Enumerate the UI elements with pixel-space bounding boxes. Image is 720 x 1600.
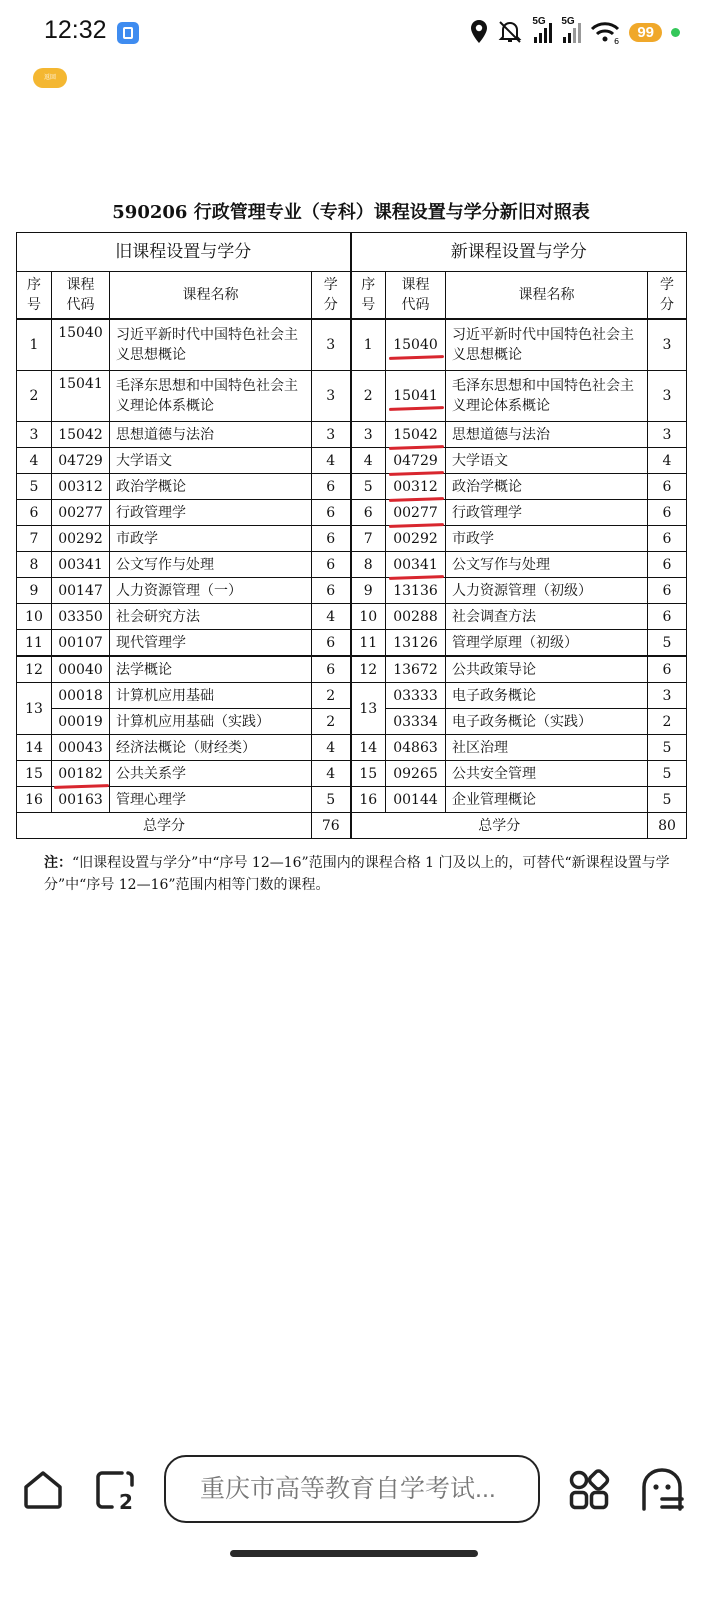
underlined-code: 00182 xyxy=(58,765,103,782)
table-cell: 00018 xyxy=(52,683,110,709)
table-cell: 00107 xyxy=(52,630,110,657)
table-cell: 5 xyxy=(648,735,687,761)
table-cell: 6 xyxy=(312,526,351,552)
table-cell: 14 xyxy=(17,735,52,761)
table-cell: 00292 xyxy=(386,526,446,552)
table-cell: 7 xyxy=(17,526,52,552)
table-cell: 电子政务概论 xyxy=(446,683,648,709)
table-cell: 3 xyxy=(648,683,687,709)
table-cell: 15 xyxy=(351,761,386,787)
table-cell: 6 xyxy=(351,500,386,526)
table-row xyxy=(17,371,687,422)
clock: 12:32 xyxy=(44,16,107,44)
wifi-6-label: 6 xyxy=(614,37,620,44)
table-cell: 16 xyxy=(351,787,386,813)
table-cell: 13 xyxy=(17,683,52,735)
back-button[interactable]: 返回 xyxy=(33,68,67,88)
apps-grid-icon[interactable] xyxy=(568,1469,610,1511)
table-cell: 习近平新时代中国特色社会主义思想概论 xyxy=(110,319,312,371)
table-row xyxy=(17,787,687,813)
table-cell: 15040 xyxy=(52,319,110,371)
table-cell: 00277 xyxy=(52,500,110,526)
table-cell: 6 xyxy=(648,500,687,526)
old-total-label: 总学分 xyxy=(17,813,312,839)
table-cell: 行政管理学 xyxy=(446,500,648,526)
table-cell: 3 xyxy=(648,422,687,448)
table-cell: 人力资源管理（初级） xyxy=(446,578,648,604)
table-cell: 12 xyxy=(17,656,52,683)
table-cell: 6 xyxy=(648,474,687,500)
underlined-code: 00312 xyxy=(393,478,438,495)
note-label: 注： xyxy=(44,855,72,871)
underlined-code: 15042 xyxy=(393,426,438,443)
table-note xyxy=(44,852,674,896)
table-cell: 00043 xyxy=(52,735,110,761)
table-cell: 1 xyxy=(351,319,386,371)
table-cell: 社会研究方法 xyxy=(110,604,312,630)
table-cell: 15042 xyxy=(52,422,110,448)
table-cell: 10 xyxy=(351,604,386,630)
document-title: 590206 行政管理专业（专科）课程设置与学分新旧对照表 xyxy=(112,202,590,223)
status-bar xyxy=(0,0,720,64)
tabs-icon[interactable] xyxy=(94,1469,136,1511)
table-row xyxy=(17,735,687,761)
table-cell xyxy=(386,371,446,422)
table-cell xyxy=(386,448,446,474)
table-cell: 6 xyxy=(17,500,52,526)
table-cell: 4 xyxy=(312,761,351,787)
table-cell: 12 xyxy=(351,656,386,683)
table-cell: 7 xyxy=(351,526,386,552)
table-cell: 企业管理概论 xyxy=(446,787,648,813)
table-cell: 00341 xyxy=(52,552,110,578)
table-cell: 6 xyxy=(648,578,687,604)
table-cell: 00147 xyxy=(52,578,110,604)
table-cell: 人力资源管理（一） xyxy=(110,578,312,604)
table-cell: 2 xyxy=(648,709,687,735)
table-cell: 3 xyxy=(648,319,687,371)
table-cell xyxy=(386,422,446,448)
table-cell: 行政管理学 xyxy=(110,500,312,526)
table-cell: 毛泽东思想和中国特色社会主义理论体系概论 xyxy=(110,371,312,422)
table-cell: 市政学 xyxy=(110,526,312,552)
table-row xyxy=(17,604,687,630)
table-cell: 8 xyxy=(351,552,386,578)
table-cell: 计算机应用基础（实践） xyxy=(110,709,312,735)
assistant-ghost-icon[interactable] xyxy=(640,1467,684,1513)
table-cell: 5 xyxy=(648,630,687,657)
table-cell: 9 xyxy=(17,578,52,604)
table-row xyxy=(17,578,687,604)
table-cell: 3 xyxy=(312,422,351,448)
table-cell: 思想道德与法治 xyxy=(110,422,312,448)
table-cell: 习近平新时代中国特色社会主义思想概论 xyxy=(446,319,648,371)
table-cell: 03334 xyxy=(386,709,446,735)
col-name-new: 课程名称 xyxy=(446,272,648,320)
table-cell: 13 xyxy=(351,683,386,735)
table-cell: 8 xyxy=(17,552,52,578)
col-credit-new: 学 分 xyxy=(648,272,687,320)
table-cell xyxy=(52,761,110,787)
table-cell xyxy=(386,500,446,526)
table-cell: 2 xyxy=(312,683,351,709)
col-code-old: 课程 代码 xyxy=(52,272,110,320)
table-cell: 6 xyxy=(312,552,351,578)
table-cell: 6 xyxy=(648,656,687,683)
col-credit-old: 学 分 xyxy=(312,272,351,320)
underlined-code: 15041 xyxy=(393,388,438,404)
table-cell: 社会调查方法 xyxy=(446,604,648,630)
table-row xyxy=(17,552,687,578)
table-cell: 6 xyxy=(312,500,351,526)
table-cell: 公共政策导论 xyxy=(446,656,648,683)
table-cell: 6 xyxy=(648,526,687,552)
table-cell: 13136 xyxy=(386,578,446,604)
col-seq-new: 序 号 xyxy=(351,272,386,320)
old-total-value: 76 xyxy=(312,813,351,839)
table-row xyxy=(17,630,687,657)
table-cell: 公文写作与处理 xyxy=(110,552,312,578)
table-cell: 04729 xyxy=(52,448,110,474)
mute-bell-icon xyxy=(497,20,523,44)
table-row xyxy=(17,683,687,709)
table-row xyxy=(17,761,687,787)
underlined-code: 00341 xyxy=(393,556,438,573)
table-cell: 6 xyxy=(648,552,687,578)
table-row xyxy=(17,319,687,371)
table-cell: 4 xyxy=(351,448,386,474)
table-cell: 4 xyxy=(312,735,351,761)
new-total-label: 总学分 xyxy=(351,813,648,839)
table-cell: 03350 xyxy=(52,604,110,630)
table-cell: 00312 xyxy=(52,474,110,500)
table-cell: 思想道德与法治 xyxy=(446,422,648,448)
col-name-old: 课程名称 xyxy=(110,272,312,320)
underlined-code: 00277 xyxy=(393,504,438,521)
table-cell: 法学概论 xyxy=(110,656,312,683)
table-cell: 6 xyxy=(648,604,687,630)
table-cell: 管理心理学 xyxy=(110,787,312,813)
underlined-code: 15040 xyxy=(393,337,438,353)
table-cell: 00288 xyxy=(386,604,446,630)
table-cell: 现代管理学 xyxy=(110,630,312,657)
network-type-2: 5G xyxy=(561,16,575,27)
table-row xyxy=(17,422,687,448)
table-cell: 3 xyxy=(17,422,52,448)
table-cell: 5 xyxy=(17,474,52,500)
table-cell: 14 xyxy=(351,735,386,761)
table-cell: 3 xyxy=(312,319,351,371)
table-cell: 经济法概论（财经类） xyxy=(110,735,312,761)
table-cell: 6 xyxy=(312,630,351,657)
table-cell: 11 xyxy=(351,630,386,657)
table-cell xyxy=(386,552,446,578)
total-row xyxy=(17,813,687,839)
col-seq-old: 序 号 xyxy=(17,272,52,320)
table-cell: 2 xyxy=(351,371,386,422)
course-comparison-table xyxy=(16,232,687,839)
note-text: “旧课程设置与学分”中“序号 12—16”范围内的课程合格 1 门及以上的，可替代“新课程设置与学分”中“序号 12—16”范围内相等门数的课程。 xyxy=(44,855,670,893)
table-cell: 大学语文 xyxy=(446,448,648,474)
clipboard-notification-icon xyxy=(117,22,139,44)
table-cell: 大学语文 xyxy=(110,448,312,474)
table-cell: 计算机应用基础 xyxy=(110,683,312,709)
status-icons xyxy=(470,18,680,46)
table-cell: 04863 xyxy=(386,735,446,761)
table-cell: 电子政务概论（实践） xyxy=(446,709,648,735)
table-cell: 公共安全管理 xyxy=(446,761,648,787)
table-row xyxy=(17,500,687,526)
table-cell xyxy=(386,319,446,371)
signal-strength-2 xyxy=(561,16,581,43)
table-cell: 15 xyxy=(17,761,52,787)
old-section-header: 旧课程设置与学分 xyxy=(17,233,351,272)
table-cell: 3 xyxy=(351,422,386,448)
table-row xyxy=(17,474,687,500)
table-cell: 市政学 xyxy=(446,526,648,552)
table-cell: 00144 xyxy=(386,787,446,813)
table-cell: 03333 xyxy=(386,683,446,709)
wifi-icon xyxy=(590,20,620,44)
table-cell: 11 xyxy=(17,630,52,657)
table-cell: 公文写作与处理 xyxy=(446,552,648,578)
table-cell: 毛泽东思想和中国特色社会主义理论体系概论 xyxy=(446,371,648,422)
table-cell: 5 xyxy=(312,787,351,813)
home-icon[interactable] xyxy=(22,1469,64,1511)
table-cell: 政治学概论 xyxy=(446,474,648,500)
table-cell: 3 xyxy=(648,371,687,422)
table-cell: 00292 xyxy=(52,526,110,552)
browser-bottom-bar xyxy=(0,1455,720,1535)
new-total-value: 80 xyxy=(648,813,687,839)
table-cell: 2 xyxy=(312,709,351,735)
table-cell: 13126 xyxy=(386,630,446,657)
table-cell: 4 xyxy=(17,448,52,474)
address-bar[interactable]: 重庆市高等教育自学考试... xyxy=(164,1455,540,1523)
table-cell: 4 xyxy=(312,448,351,474)
table-cell: 管理学原理（初级） xyxy=(446,630,648,657)
tabs-count: 2 xyxy=(119,1490,133,1511)
table-row xyxy=(17,448,687,474)
table-cell: 政治学概论 xyxy=(110,474,312,500)
gesture-navigation-bar[interactable] xyxy=(230,1550,478,1557)
table-cell: 00040 xyxy=(52,656,110,683)
privacy-indicator-dot xyxy=(671,28,680,37)
table-cell: 15041 xyxy=(52,371,110,422)
table-cell: 6 xyxy=(312,578,351,604)
new-section-header: 新课程设置与学分 xyxy=(351,233,687,272)
table-cell: 9 xyxy=(351,578,386,604)
table-row xyxy=(17,526,687,552)
table-cell: 5 xyxy=(351,474,386,500)
table-cell: 社区治理 xyxy=(446,735,648,761)
table-cell: 6 xyxy=(312,474,351,500)
col-code-new: 课程 代码 xyxy=(386,272,446,320)
underlined-code: 04729 xyxy=(393,452,438,469)
table-cell: 6 xyxy=(312,656,351,683)
table-cell: 3 xyxy=(312,371,351,422)
table-cell: 4 xyxy=(648,448,687,474)
table-cell: 16 xyxy=(17,787,52,813)
table-cell: 00019 xyxy=(52,709,110,735)
table-row xyxy=(17,656,687,683)
table-cell: 10 xyxy=(17,604,52,630)
table-cell: 4 xyxy=(312,604,351,630)
table-cell xyxy=(386,474,446,500)
location-icon xyxy=(470,19,488,45)
table-cell: 5 xyxy=(648,761,687,787)
table-cell: 2 xyxy=(17,371,52,422)
table-cell: 00163 xyxy=(52,787,110,813)
network-type-1: 5G xyxy=(532,16,546,27)
table-cell: 09265 xyxy=(386,761,446,787)
table-cell: 1 xyxy=(17,319,52,371)
table-cell: 公共关系学 xyxy=(110,761,312,787)
table-cell: 5 xyxy=(648,787,687,813)
signal-strength-1 xyxy=(532,16,552,43)
battery-level: 99 xyxy=(629,23,662,42)
table-cell: 13672 xyxy=(386,656,446,683)
